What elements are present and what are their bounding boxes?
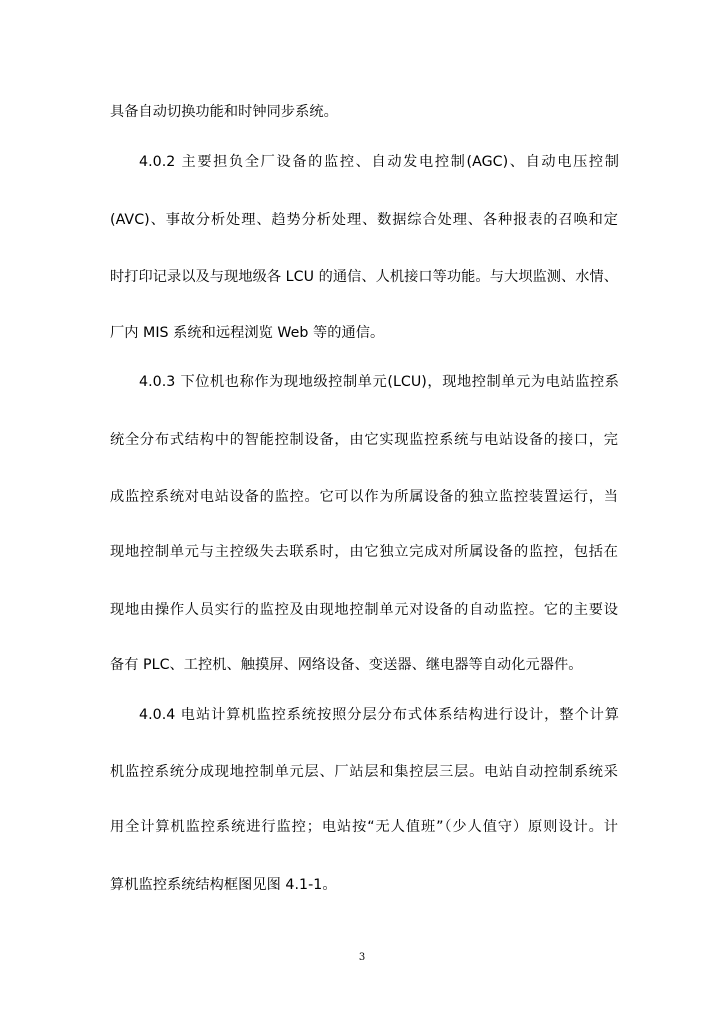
paragraph-line: 具备自动切换功能和时钟同步系统。 [110,104,338,120]
paragraph-line: 统全分布式结构中的智能控制设备，由它实现监控系统与电站设备的接口，完 [110,432,618,448]
paragraph-line: 4.0.3 下位机也称作为现地级控制单元(LCU)，现地控制单元为电站监控系 [139,374,619,390]
paragraph-line: 用全计算机监控系统进行监控；电站按“无人值班”（少人值守）原则设计。计 [110,819,618,835]
paragraph-line: 现地控制单元与主控级失去联系时，由它独立完成对所属设备的监控，包括在 [110,544,618,560]
paragraph-line: 4.0.2 主要担负全厂设备的监控、自动发电控制(AGC)、自动电压控制 [139,154,619,170]
paragraph-line: 4.0.4 电站计算机监控系统按照分层分布式体系结构进行设计，整个计算 [139,707,619,723]
paragraph-line: 算机监控系统结构框图见图 4.1-1。 [110,877,337,893]
paragraph-line: (AVC)、事故分析处理、趋势分析处理、数据综合处理、各种报表的召唤和定 [110,212,618,228]
paragraph-line: 时打印记录以及与现地级各 LCU 的通信、人机接口等功能。与大坝监测、水情、 [110,269,618,285]
page-number: 3 [358,952,366,963]
paragraph-line: 厂内 MIS 系统和远程浏览 Web 等的通信。 [110,325,385,341]
paragraph-line: 机监控系统分成现地控制单元层、厂站层和集控层三层。电站自动控制系统采 [110,764,618,780]
paragraph-line: 成监控系统对电站设备的监控。它可以作为所属设备的独立监控装置运行，当 [110,489,618,505]
paragraph-line: 现地由操作人员实行的监控及由现地控制单元对设备的自动监控。它的主要设 [110,602,618,618]
paragraph-line: 备有 PLC、工控机、触摸屏、网络设备、变送器、继电器等自动化元器件。 [110,657,583,673]
